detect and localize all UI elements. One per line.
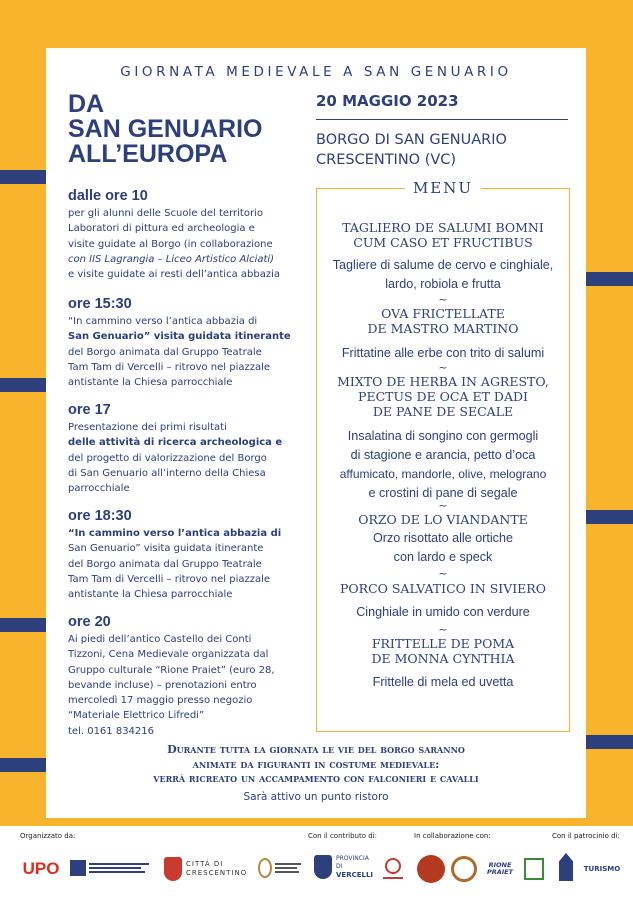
main-title-line: SAN GENUARIO [68, 115, 263, 143]
stripe-left-3 [0, 618, 46, 632]
footer-note [46, 743, 586, 787]
desc-line: San Genuario” visita guidata itinerante [68, 543, 264, 555]
desc-line: parrocchiale [68, 483, 130, 495]
desc-line: antistante la Chiesa parrocchiale [68, 377, 233, 389]
menu-dish [318, 220, 568, 294]
schedule-time: dalle ore 10 [68, 188, 148, 204]
desc-line: Tam Tam di Vercelli – ritrovo nel piazzale [68, 361, 271, 373]
schedule-item [68, 402, 310, 496]
citta-line: CRESCENTINO [186, 869, 248, 877]
dish-desc [318, 603, 568, 622]
dish-desc [318, 256, 568, 294]
desc-line: Tam Tam di Vercelli – ritrovo nel piazzale [68, 573, 271, 585]
place-line: BORGO DI SAN GENUARIO [316, 132, 507, 148]
dish-name: DE MASTRO MARTINO [367, 321, 519, 336]
desc-line: con IIS Lagrangia – Liceo Artistico Alciati) [68, 253, 275, 265]
green-logo [522, 856, 546, 882]
menu-separator: ~ [438, 361, 448, 374]
desc-line: Presentazione dei primi risultati [68, 422, 227, 433]
collab-seal-logo [416, 854, 446, 884]
menu-dish [318, 636, 568, 692]
label-contributo: Con il contributo di: [308, 832, 377, 840]
menu-title-text: MENU [405, 179, 481, 197]
schedule-time: ore 15:30 [68, 296, 132, 312]
turismo-text: TURISMO [583, 864, 621, 873]
provincia-vercelli-logo [314, 852, 376, 882]
dish-desc-line: Frittatine alle erbe con trito di salumi [341, 346, 545, 360]
schedule-desc [68, 206, 310, 282]
desc-line: delle attività di ricerca archeologica e [68, 437, 283, 449]
fondazione-logo [380, 852, 406, 884]
schedule-desc [68, 632, 310, 739]
dish-name: TAGLIERO DE SALUMI BOMNI [342, 220, 544, 235]
sponsor-band [0, 826, 633, 901]
label-organizzato: Organizzato da: [20, 832, 76, 840]
label-patrocinio: Con il patrocinio di: [552, 832, 620, 840]
turismo-logo [580, 854, 624, 884]
desc-line: San Genuario” visita guidata itinerante [68, 331, 291, 343]
fondazione-emblem-icon [385, 858, 401, 874]
desc-line: Tizzoni, Cena Medievale organizzata dal [68, 649, 269, 661]
crescentino-crest-icon [164, 857, 182, 881]
schedule-item [68, 614, 310, 739]
dish-desc-line: Tagliere di salume de cervo e cinghiale, [332, 258, 554, 272]
dish-desc [318, 529, 568, 567]
date-divider [316, 119, 568, 120]
main-title [68, 92, 262, 167]
schedule-time: ore 17 [68, 402, 111, 418]
tower-logo [556, 850, 576, 884]
schedule-item [68, 296, 310, 390]
poster-card [46, 48, 586, 818]
dish-desc-line: Frittelle di mela ed uvetta [372, 675, 514, 689]
footer-note-line: animate da figuranti in costume medievale: [192, 757, 440, 771]
stripe-right-1 [586, 272, 633, 286]
menu-separator: ~ [438, 499, 448, 512]
dish-desc-line: Insalatina di songino con germogli [347, 429, 539, 443]
menu-dish [318, 512, 568, 567]
desc-line: di San Genuario all’interno della Chiesa [68, 467, 266, 479]
provincia-line: VERCELLI [336, 871, 374, 879]
provincia-crest-icon [314, 855, 332, 879]
rione-line: PRAIET [486, 868, 514, 876]
stripe-right-2 [586, 510, 633, 524]
dish-name: FRITTELLE DE POMA [371, 636, 515, 651]
desc-line: del Borgo animata dal Gruppo Teatrale [68, 346, 262, 358]
dish-desc-line: lardo, robiola e frutta [385, 277, 501, 291]
main-title-line: ALL’EUROPA [68, 140, 228, 168]
desc-line: del progetto di valorizzazione del Borgo [68, 452, 267, 464]
desc-line: per gli alunni delle Scuole del territorio [68, 208, 263, 219]
dish-name: PECTUS DE OCA ET DADI [358, 389, 528, 404]
dish-name: MIXTO DE HERBA IN AGRESTO, [337, 374, 549, 389]
dish-name: ORZO DE LO VIANDANTE [358, 512, 528, 527]
dish-desc [318, 427, 568, 503]
main-title-line: DA [68, 90, 105, 118]
dish-desc-line: di stagione e arancia, petto d’oca [350, 448, 536, 462]
desc-line: Ai piedi dell’antico Castello dei Conti [68, 634, 252, 645]
menu-dish [318, 306, 568, 363]
dish-name: DE PANE DE SECALE [372, 404, 514, 419]
provincia-line: PROVINCIA DI [336, 855, 369, 870]
upo-logo [20, 850, 62, 886]
menu-title [316, 178, 570, 197]
menu-dish [318, 581, 568, 622]
desc-line: tel. 0161 834216 [68, 725, 155, 737]
desc-line: visite guidate al Borgo (in collaborazione [68, 238, 273, 250]
desc-line: mercoledì 17 maggio presso negozio [68, 695, 253, 707]
dish-desc-line: con lardo e speck [393, 550, 493, 564]
citta-line: CITTÀ DI [186, 860, 224, 868]
citta-crescentino-logo [164, 856, 250, 882]
desc-line: del Borgo animata dal Gruppo Teatrale [68, 558, 262, 570]
borghi-logo [258, 854, 308, 882]
menu-separator: ~ [438, 293, 448, 306]
green-emblem-icon [524, 858, 544, 880]
menu-separator: ~ [438, 623, 448, 636]
schedule-item [68, 188, 310, 282]
footer-note-line: verrà ricreato un accampamento con falconieri e cavalli [153, 772, 479, 785]
dish-name: CUM CASO ET FRUCTIBUS [353, 235, 533, 250]
schedule-desc [68, 420, 310, 496]
dish-name: PORCO SALVATICO IN SIVIERO [340, 581, 546, 596]
event-title: GIORNATA MEDIEVALE A SAN GENUARIO [120, 64, 512, 80]
schedule-time: ore 18:30 [68, 508, 132, 524]
desc-line: Gruppo culturale “Rione Praiet” (euro 28, [68, 664, 275, 676]
desc-line: bevande incluse) – prenotazioni entro [68, 679, 257, 691]
footer-note-line: Durante tutta la giornata le vie del borgo saranno [167, 743, 465, 756]
rione-line: RIONE [488, 861, 512, 869]
dish-desc [318, 673, 568, 692]
menu-separator: ~ [438, 567, 448, 580]
event-date: 20 MAGGIO 2023 [316, 92, 459, 110]
schedule-desc [68, 314, 310, 390]
soprintendenza-logo [70, 852, 160, 884]
schedule-item [68, 508, 310, 602]
dish-desc-line: Cinghiale in umido con verdure [356, 605, 530, 619]
schedule-time: ore 20 [68, 614, 111, 630]
stripe-left-2 [0, 378, 46, 392]
rione-praiet-logo [482, 854, 518, 884]
seal-icon [417, 855, 445, 883]
dish-desc-line: e crostini di pane di segale [368, 486, 518, 500]
menu-dish [318, 374, 568, 503]
desc-line: Laboratori di pittura ed archeologia e [68, 223, 255, 235]
dish-name: DE MONNA CYNTHIA [371, 651, 515, 666]
desc-line: e visite guidate ai resti dell’antica abbazia [68, 269, 280, 281]
stripe-left-1 [0, 170, 46, 184]
desc-line: “Materiale Elettrico Lifredi” [68, 710, 205, 722]
upo-logo-text: UPO [22, 858, 60, 878]
dish-desc-line: affumicato, mandorle, olive, melograno [339, 467, 547, 481]
ristoro-note: Sarà attivo un punto ristoro [243, 791, 389, 803]
desc-line: “In cammino verso l’antica abbazia di [68, 528, 282, 539]
dish-desc-line: Orzo risottato alle ortiche [373, 531, 513, 545]
archeo-ring-icon [451, 856, 477, 882]
stripe-right-3 [586, 735, 633, 749]
schedule-desc [68, 526, 310, 602]
tower-icon [559, 853, 573, 881]
desc-line: antistante la Chiesa parrocchiale [68, 589, 233, 601]
label-collaborazione: In collaborazione con: [414, 832, 491, 840]
event-place [316, 130, 507, 170]
desc-line: “In cammino verso l’antica abbazia di [68, 316, 258, 327]
borghi-ring-icon [258, 858, 272, 878]
dish-name: OVA FRICTELLATE [381, 306, 505, 321]
soprintendenza-emblem-icon [70, 860, 86, 876]
archeo-logo [448, 854, 480, 884]
stripe-left-4 [0, 758, 46, 772]
place-line: CRESCENTINO (VC) [316, 152, 457, 168]
